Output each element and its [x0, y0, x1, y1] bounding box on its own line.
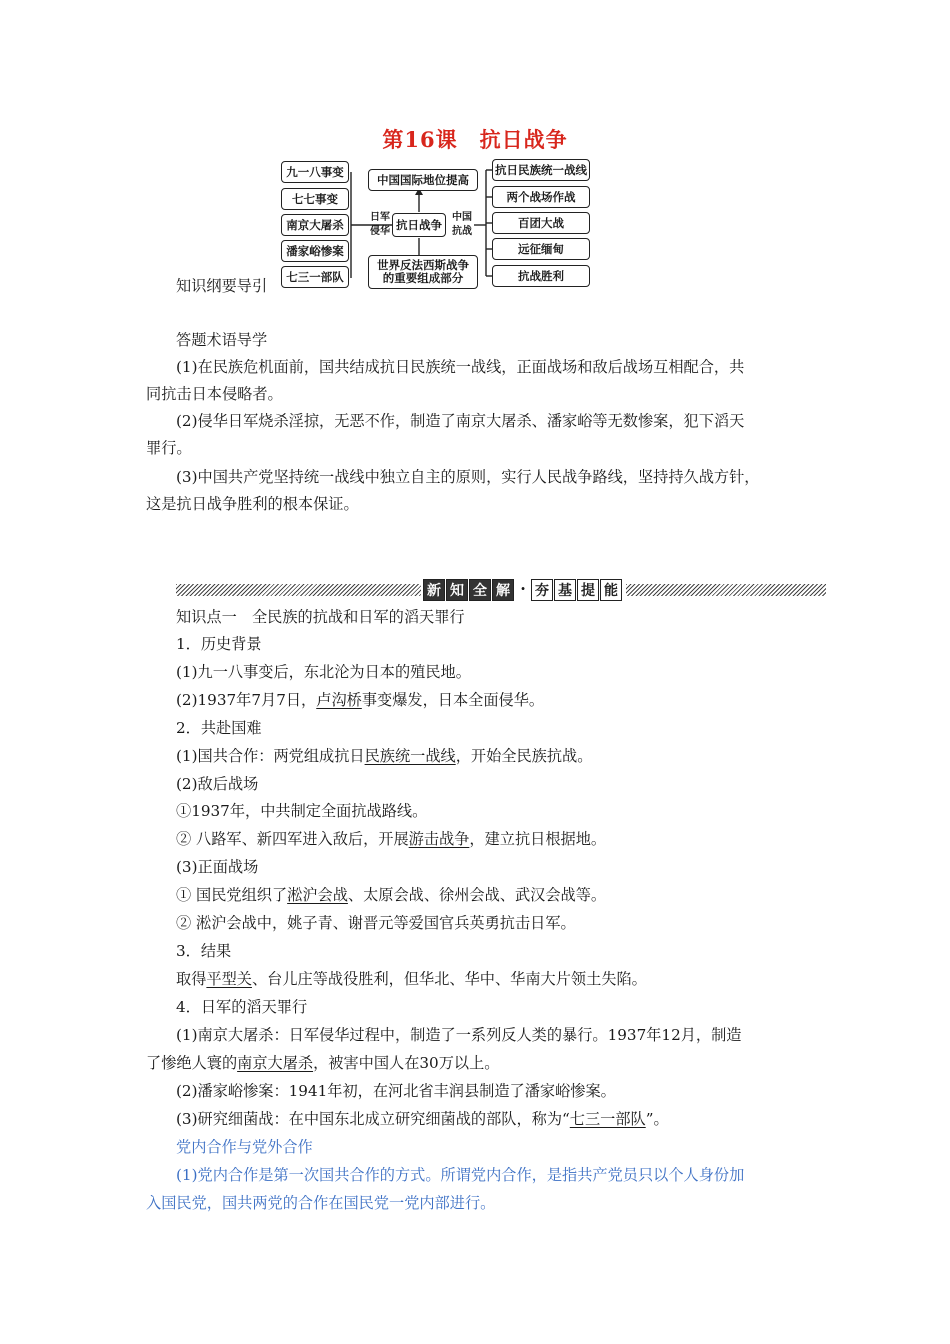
diagram-right-item: 抗日民族统一战线: [492, 159, 590, 181]
diagram-left-item: 潘家峪惨案: [281, 240, 349, 262]
text: 事变爆发，日本全面侵华。: [361, 691, 545, 709]
outline-label: 知识纲要导引: [176, 277, 268, 295]
paragraph: [176, 746, 592, 766]
section-heading: 知识点一 全民族的抗战和日军的滔天罪行: [176, 608, 465, 626]
text: ，开始全民族抗战。: [455, 747, 593, 765]
keyword: 卢沟桥: [316, 691, 362, 709]
paragraph: (3)正面战场: [176, 858, 259, 876]
diagram-left-item: 南京大屠杀: [281, 214, 349, 236]
center-bottom-line-1: 世界反法西斯战争: [377, 258, 469, 272]
terms-p1-line1: (1)在民族危机面前，国共结成抗日民族统一战线，正面战场和敌后战场互相配合，共: [176, 358, 745, 376]
banner-char: 提: [577, 579, 599, 601]
note-line-2: 入国民党，国共两党的合作在国民党一党内部进行。: [146, 1194, 496, 1212]
paragraph: (1)南京大屠杀：日军侵华过程中，制造了一系列反人类的暴行。1937年12月，制造: [176, 1026, 742, 1044]
knowledge-outline-diagram: [0, 0, 950, 300]
keyword: 民族统一战线: [364, 747, 456, 765]
subheading: 3．结果: [176, 942, 232, 960]
terms-p3-line2: 这是抗日战争胜利的根本保证。: [146, 495, 359, 513]
note-heading: 党内合作与党外合作: [176, 1138, 313, 1156]
banner-char: 能: [600, 579, 622, 601]
text: ② 八路军、新四军进入敌后，开展: [176, 830, 409, 848]
page-title: 第16课 抗日战争: [382, 127, 568, 152]
paragraph: [176, 690, 544, 710]
terms-p2-line1: (2)侵华日军烧杀淫掠，无恶不作，制造了南京大屠杀、潘家峪等无数惨案，犯下滔天: [176, 412, 745, 430]
paragraph: [146, 1053, 499, 1073]
banner-char: 全: [469, 579, 491, 601]
diagram-left-item: 七七事变: [281, 188, 349, 210]
diagram-right-item: 百团大战: [492, 212, 590, 234]
paragraph: (2)敌后战场: [176, 775, 259, 793]
diagram-left-item: 七三一部队: [281, 266, 349, 288]
right-arrow-label-2: 抗战: [452, 226, 472, 237]
left-arrow-label-1: 日军: [370, 212, 390, 223]
text: (2)1937年7月7日，: [176, 691, 317, 709]
banner-dot: ·: [520, 579, 526, 598]
keyword: 七三一部队: [569, 1110, 646, 1128]
banner-char: 解: [492, 579, 514, 601]
keyword: 淞沪会战: [287, 886, 348, 904]
keyword: 平型关: [206, 970, 252, 988]
left-arrow-label-2: 侵华: [370, 226, 390, 237]
diagram-right-item: 抗战胜利: [492, 265, 590, 287]
banner-char: 夯: [531, 579, 553, 601]
terms-heading: 答题术语导学: [176, 331, 268, 349]
subheading: 1．历史背景: [176, 635, 262, 653]
paragraph: [176, 885, 606, 905]
diagram-right-item: 两个战场作战: [492, 186, 590, 208]
diagram-center: 抗日战争: [392, 213, 446, 237]
banner-char: 知: [446, 579, 468, 601]
paragraph: [176, 829, 606, 849]
banner-hatch-left: [176, 584, 421, 596]
text: 取得: [176, 970, 207, 988]
text: ① 国民党组织了: [176, 886, 288, 904]
keyword: 南京大屠杀: [237, 1054, 314, 1072]
text: 、台儿庄等战役胜利，但华北、华中、华南大片领土失陷。: [251, 970, 647, 988]
text: 、太原会战、徐州会战、武汉会战等。: [347, 886, 607, 904]
keyword: 游击战争: [408, 830, 470, 848]
center-bottom-line-2: 的重要组成部分: [382, 271, 464, 285]
text: ”。: [645, 1110, 669, 1128]
paragraph: [176, 969, 647, 989]
note-line-1: (1)党内合作是第一次国共合作的方式。所谓党内合作，是指共产党员只以个人身份加: [176, 1166, 745, 1184]
diagram-center-bottom: [368, 255, 478, 289]
text: 了惨绝人寰的: [146, 1054, 238, 1072]
text: (1)国共合作：两党组成抗日: [176, 747, 365, 765]
text: ，被害中国人在30万以上。: [313, 1054, 500, 1072]
diagram-left-item: 九一八事变: [281, 161, 349, 183]
banner-hatch-right: [626, 584, 826, 596]
banner-char: 新: [423, 579, 445, 601]
paragraph: (1)九一八事变后，东北沦为日本的殖民地。: [176, 663, 471, 681]
diagram-center-top: 中国国际地位提高: [368, 169, 478, 191]
right-arrow-label-1: 中国: [452, 212, 472, 223]
subheading: 4．日军的滔天罪行: [176, 998, 308, 1016]
banner-char: 基: [554, 579, 576, 601]
text: (3)研究细菌战：在中国东北成立研究细菌战的部队，称为“: [176, 1110, 570, 1128]
terms-p1-line2: 同抗击日本侵略者。: [146, 385, 283, 403]
paragraph: (2)潘家峪惨案：1941年初，在河北省丰润县制造了潘家峪惨案。: [176, 1082, 616, 1100]
terms-p3-line1: (3)中国共产党坚持统一战线中独立自主的原则，实行人民战争路线，坚持持久战方针，: [176, 468, 760, 486]
paragraph: [176, 1109, 669, 1129]
paragraph: ①1937年，中共制定全面抗战路线。: [176, 802, 428, 820]
terms-p2-line2: 罪行。: [146, 439, 192, 457]
paragraph: ② 淞沪会战中，姚子青、谢晋元等爱国官兵英勇抗击日军。: [176, 914, 576, 932]
text: ，建立抗日根据地。: [469, 830, 607, 848]
diagram-right-item: 远征缅甸: [492, 238, 590, 260]
subheading: 2．共赴国难: [176, 719, 262, 737]
